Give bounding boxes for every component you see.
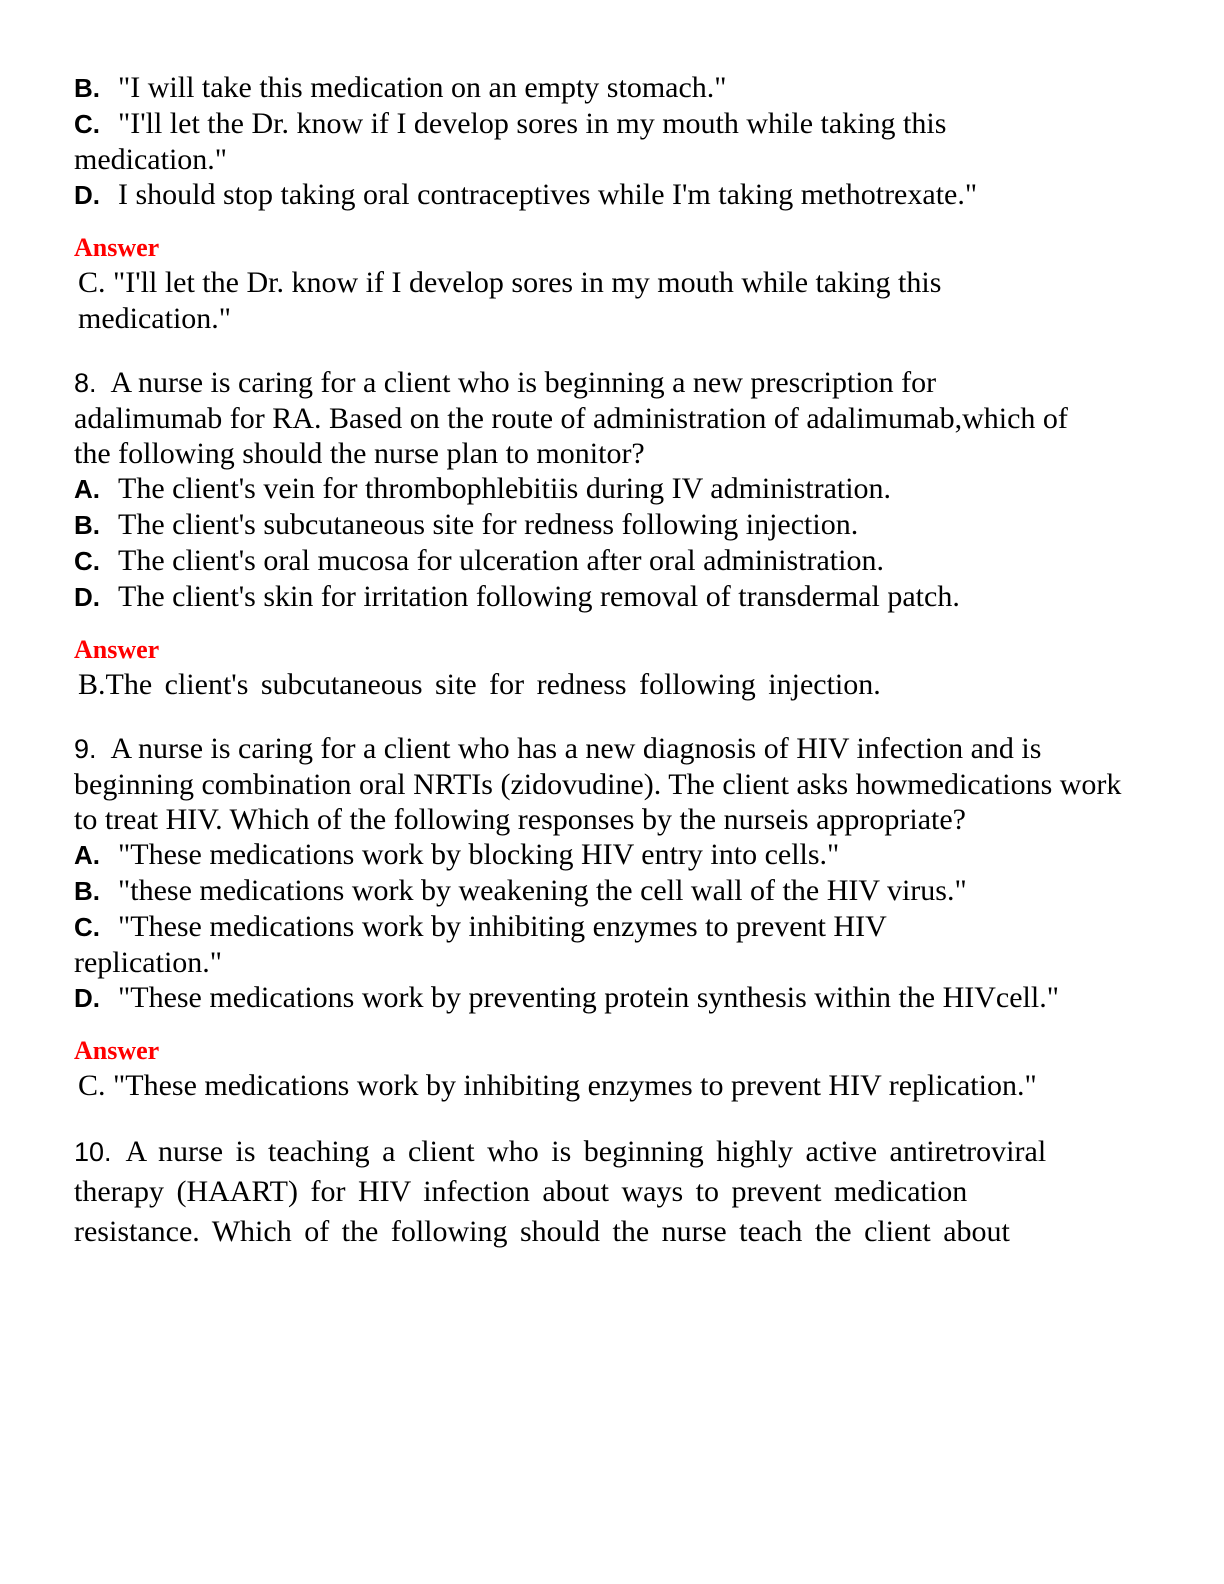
option-text: The client's oral mucosa for ulceration after oral administration.	[118, 544, 884, 577]
option-letter: C.	[74, 912, 100, 942]
question-stem	[74, 365, 1084, 471]
option-d	[74, 980, 1154, 1016]
option-d	[74, 579, 1154, 615]
question-text: A nurse is teaching a client who is beginning highly active antiretroviral therapy (HAART) for HIV infection about ways to prevent medication resistance. Which of the following should the nurse teach the client about	[74, 1135, 1047, 1248]
option-letter: D.	[74, 180, 100, 210]
question-stem	[74, 1132, 1059, 1252]
answer-text: C. "I'll let the Dr. know if I develop sores in my mouth while taking this medication."	[78, 266, 942, 335]
answer-text: C. "These medications work by inhibiting enzymes to prevent HIV replication."	[78, 1069, 1037, 1102]
option-a	[74, 837, 1154, 873]
option-letter: D.	[74, 582, 100, 612]
question-number: 10.	[74, 1137, 112, 1167]
option-letter: C.	[74, 109, 100, 139]
question-10	[74, 1132, 1154, 1252]
answer-label: Answer	[74, 1036, 160, 1065]
question-text: A nurse is caring for a client who is beginning a new prescription for adalimumab for RA. Based on the route of administration of adalimumab,which of the following should the nurse plan to monitor?	[74, 366, 1068, 470]
question-number: 9.	[74, 734, 97, 764]
answer-label: Answer	[74, 635, 160, 664]
option-c	[74, 543, 1154, 579]
option-b	[74, 70, 1154, 106]
option-b	[74, 507, 1154, 543]
option-text: I should stop taking oral contraceptives while I'm taking methotrexate."	[118, 178, 978, 211]
question-text: A nurse is caring for a client who has a new diagnosis of HIV infection and is beginning combination oral NRTIs (zidovudine). The client asks howmedications work to treat HIV. Which of the following responses by the nurseis appropriate?	[74, 732, 1122, 836]
option-letter: C.	[74, 546, 100, 576]
question-number: 8.	[74, 368, 97, 398]
question-stem	[74, 731, 1144, 837]
option-letter: A.	[74, 840, 100, 870]
question-7-continued	[74, 70, 1154, 337]
option-text: "I will take this medication on an empty stomach."	[118, 71, 727, 104]
option-c	[74, 909, 934, 980]
question-9	[74, 731, 1154, 1104]
option-text: "These medications work by blocking HIV entry into cells."	[118, 838, 840, 871]
option-letter: B.	[74, 510, 100, 540]
answer-text: B.The client's subcutaneous site for redness following injection.	[78, 668, 881, 701]
option-letter: B.	[74, 73, 100, 103]
option-d	[74, 177, 1154, 213]
option-letter: B.	[74, 876, 100, 906]
document-page	[74, 70, 1154, 1280]
option-text: The client's vein for thrombophlebitiis during IV administration.	[118, 472, 892, 505]
option-text: "these medications work by weakening the cell wall of the HIV virus."	[118, 874, 967, 907]
answer-label: Answer	[74, 233, 160, 262]
option-text: "These medications work by inhibiting enzymes to prevent HIV replication."	[74, 910, 887, 979]
option-a	[74, 471, 1154, 507]
option-letter: D.	[74, 983, 100, 1013]
question-8	[74, 365, 1154, 703]
option-c	[74, 106, 1004, 177]
option-b	[74, 873, 1154, 909]
option-letter: A.	[74, 474, 100, 504]
option-text: "I'll let the Dr. know if I develop sores in my mouth while taking this medication."	[74, 107, 947, 176]
option-text: "These medications work by preventing protein synthesis within the HIVcell."	[118, 981, 1059, 1014]
option-text: The client's subcutaneous site for redness following injection.	[118, 508, 859, 541]
option-text: The client's skin for irritation following removal of transdermal patch.	[118, 580, 960, 613]
